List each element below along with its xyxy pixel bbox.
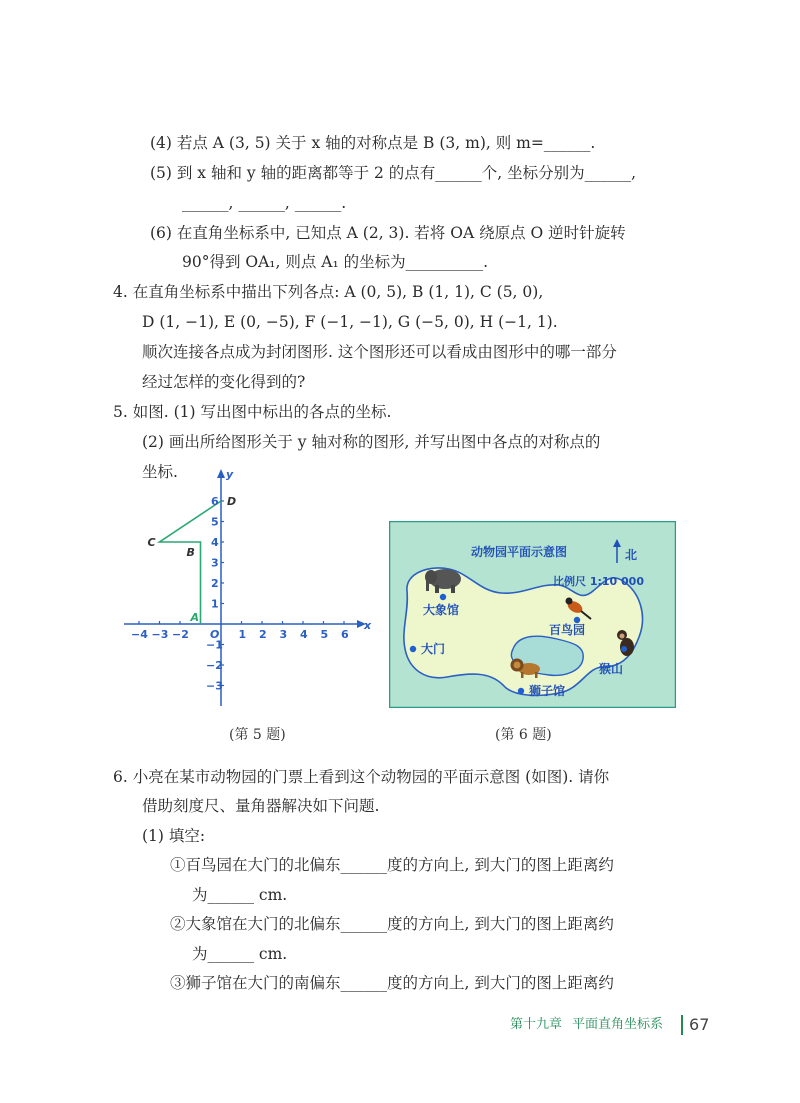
map-scale: 比例尺 1:10 000 [553, 575, 644, 588]
text-line: (4) 若点 A (3, 5) 关于 x 轴的对称点是 B (3, m), 则 m=______. [150, 134, 596, 152]
x-tick-label: 6 [341, 628, 349, 641]
y-axis-label: y [226, 468, 234, 481]
map-title: 动物园平面示意图 [471, 545, 568, 559]
text-line: ③狮子馆在大门的南偏东______度的方向上, 到大门的图上距离约 [170, 974, 614, 992]
text-line: 顺次连接各点成为封闭图形. 这个图形还可以看成由图形中的哪一部分 [142, 343, 617, 361]
text-line: 借助刻度尺、量角器解决如下问题. [142, 797, 380, 815]
text-line: ②大象馆在大门的北偏东______度的方向上, 到大门的图上距离约 [170, 915, 614, 933]
y-tick-label: 6 [211, 495, 219, 508]
text-line: (6) 在直角坐标系中, 已知点 A (2, 3). 若将 OA 绕原点 O 逆时针旋转 [150, 224, 626, 242]
label-monkey-hill: 猴山 [599, 662, 624, 676]
text-line: 为______ cm. [192, 945, 288, 963]
text-line: 坐标. [142, 463, 178, 481]
label-bird-garden: 百鸟园 [549, 623, 586, 637]
point-label-c: C [147, 536, 156, 549]
text-line: (2) 画出所给图形关于 y 轴对称的图形, 并写出图中各点的对称点的 [142, 433, 601, 451]
monkey-hill-dot [621, 646, 627, 652]
text-line: 4. 在直角坐标系中描出下列各点: A (0, 5), B (1, 1), C (5, 0), [113, 283, 544, 301]
footer-title: 平面直角坐标系 [572, 1017, 664, 1032]
y-tick-label: −1 [206, 638, 223, 652]
y-tick-label: −3 [206, 679, 223, 693]
x-tick-label: 3 [279, 628, 288, 641]
text-line: 90°得到 OA₁, 则点 A₁ 的坐标为__________. [182, 253, 489, 271]
x-tick-label: 1 [238, 628, 247, 641]
text-line: 5. 如图. (1) 写出图中标出的各点的坐标. [113, 403, 392, 421]
figure-6-caption: (第 6 题) [495, 727, 552, 743]
x-tick-label: −3 [151, 628, 169, 641]
y-tick-label: 4 [211, 536, 219, 549]
text-line: 为______ cm. [192, 886, 288, 904]
footer-chapter: 第十九章 [510, 1017, 563, 1032]
text-line: (5) 到 x 轴和 y 轴的距离都等于 2 的点有______个, 坐标分别为______, [150, 164, 637, 182]
north-label: 北 [625, 548, 638, 562]
x-tick-label: −2 [172, 628, 189, 641]
y-tick-label: −2 [206, 659, 223, 672]
lion-house-dot [518, 688, 524, 694]
y-axis-arrow-icon [217, 469, 225, 478]
y-tick-label: 5 [211, 515, 219, 529]
text-line: D (1, −1), E (0, −5), F (−1, −1), G (−5, 0), H (−1, 1). [142, 313, 558, 331]
page-number: 67 [689, 1015, 710, 1034]
y-tick-label: 1 [211, 597, 219, 611]
figure-5-coordinate-plot [118, 466, 380, 710]
point-label-d: D [227, 495, 237, 508]
text-line: 经过怎样的变化得到的? [142, 373, 306, 391]
label-lion-house: 狮子馆 [529, 684, 566, 698]
x-tick-label: −4 [131, 628, 148, 641]
label-elephant-house: 大象馆 [423, 603, 460, 617]
gate-dot [410, 646, 416, 652]
origin-label: O [210, 628, 220, 641]
figure-5-caption: (第 5 题) [229, 727, 286, 743]
y-tick-label: 2 [211, 577, 219, 590]
text-line: ①百鸟园在大门的北偏东______度的方向上, 到大门的图上距离约 [170, 856, 614, 874]
footer-divider [681, 1015, 683, 1035]
x-tick-label: 2 [259, 628, 267, 641]
page-footer [510, 1014, 709, 1036]
elephant-house-dot [440, 594, 446, 600]
point-label-b: B [186, 546, 195, 559]
text-line: 6. 小亮在某市动物园的门票上看到这个动物园的平面示意图 (如图). 请你 [113, 768, 610, 786]
y-tick-label: 3 [211, 556, 219, 570]
label-gate: 大门 [421, 642, 446, 656]
x-axis-label: x [364, 619, 372, 632]
text-line: ______, ______, ______. [182, 194, 347, 212]
text-line: (1) 填空: [142, 827, 206, 845]
x-tick-label: 5 [320, 628, 329, 641]
x-tick-label: 4 [300, 628, 308, 641]
figure-6-zoo-map [389, 521, 676, 708]
point-label-a: A [190, 611, 200, 624]
